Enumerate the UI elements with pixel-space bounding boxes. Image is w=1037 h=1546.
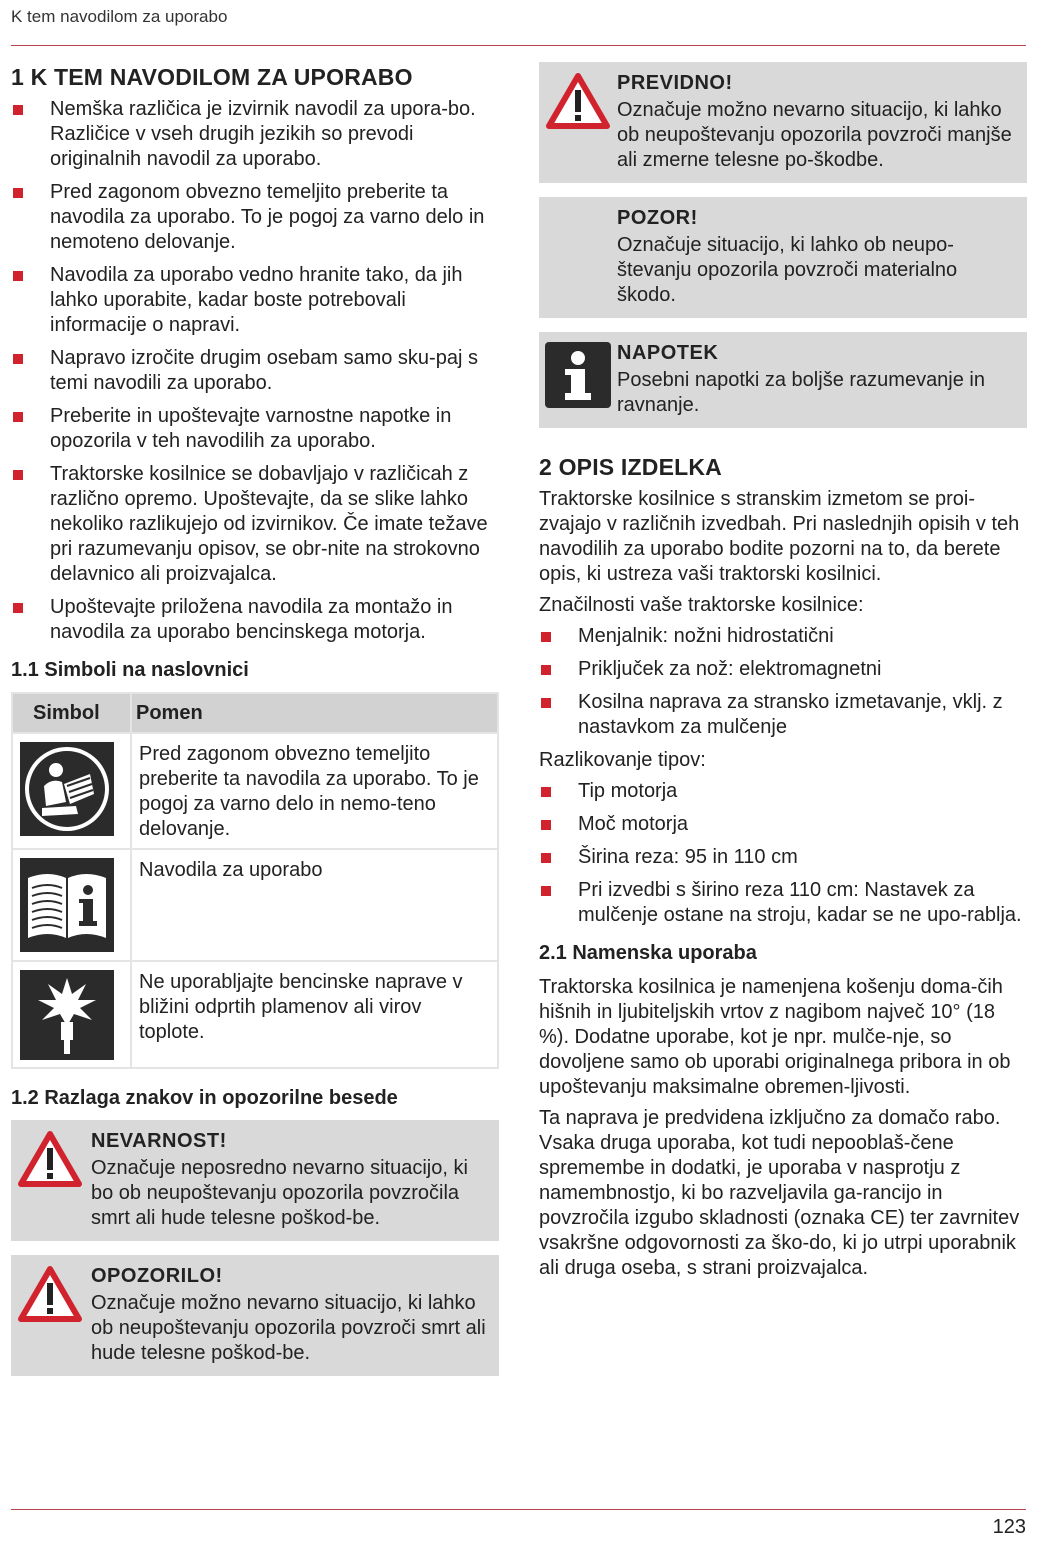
bullet-square-icon — [13, 603, 23, 613]
meaning-cell: Navodila za uporabo — [131, 849, 498, 961]
types-list — [539, 779, 1027, 928]
no-open-flame-icon — [20, 970, 114, 1060]
meaning-cell: Pred zagonom obvezno temeljito preberite ta navodila za uporabo. To je pogoj za varno delo in nemo-teno delovanje. — [131, 733, 498, 849]
box-title: PREVIDNO! — [617, 72, 733, 94]
section-1-title: 1 K TEM NAVODILOM ZA UPORABO — [11, 64, 413, 90]
paragraph: Traktorska kosilnica je namenjena košenju doma-čih hišnih in ljubiteljskih vrtov z nagibom največ 10° (18 %). Dodatne uporabe, kot je npr. mulče-nje, so dovoljene samo ob uporabi originalnega pribora in ob upoštevanju maksimalne obremen-ljivosti. — [539, 976, 1011, 1098]
box-text: Označuje možno nevarno situacijo, ki lahko ob neupoštevanju opozorila povzroči smrt ali hude telesne poškod-be. — [91, 1292, 486, 1364]
left-column — [11, 58, 499, 1390]
read-manual-icon — [20, 742, 114, 836]
right-column — [539, 62, 1027, 1287]
box-text: Posebni napotki za boljše razumevanje in ravnanje. — [617, 369, 985, 416]
box-text: Označuje situacijo, ki lahko ob neupo-števanju opozorila povzroči materialno škodo. — [617, 234, 958, 306]
caution-box — [539, 62, 1027, 183]
box-title: NAPOTEK — [617, 342, 719, 364]
list-item: Priključek za nož: elektromagnetni — [539, 657, 1027, 682]
bullet-square-icon — [13, 271, 23, 281]
list-item: Napravo izročite drugim osebam samo sku-paj s temi navodili za uporabo. — [11, 346, 499, 396]
bullet-square-icon — [13, 470, 23, 480]
box-title: NEVARNOST! — [91, 1130, 227, 1152]
bullet-square-icon — [541, 632, 551, 642]
section-2-intro: Traktorske kosilnice s stranskim izmetom se proi-zvajajo v različnih izvedbah. Pri naslednjih opisih v teh navodilih za uporabo bodite pozorni na to, da berete opis, ki ustreza vaši traktorski kosilnici. — [539, 488, 1020, 585]
warning-box — [11, 1255, 499, 1376]
meaning-cell: Ne uporabljajte bencinske naprave v bližini odprtih plamenov ali virov toplote. — [131, 961, 498, 1068]
list-item: Preberite in upoštevajte varnostne napotke in opozorila v teh navodilih za uporabo. — [11, 404, 499, 454]
bullet-square-icon — [13, 105, 23, 115]
types-label: Razlikovanje tipov: — [539, 749, 706, 771]
list-item: Širina reza: 95 in 110 cm — [539, 845, 1027, 870]
warning-triangle-icon — [17, 1265, 83, 1323]
list-item: Menjalnik: nožni hidrostatični — [539, 624, 1027, 649]
list-item: Pred zagonom obvezno temeljito preberite ta navodila za uporabo. To je pogoj za varno delo in nemoteno delovanje. — [11, 180, 499, 255]
list-item: Tip motorja — [539, 779, 1027, 804]
notice-box — [539, 197, 1027, 318]
bullet-square-icon — [541, 787, 551, 797]
bullet-square-icon — [541, 820, 551, 830]
list-item: Kosilna naprava za stransko izmetavanje, vklj. z nastavkom za mulčenje — [539, 690, 1027, 740]
list-item: Traktorske kosilnice se dobavljajo v različicah z različno opremo. Upoštevajte, da se slike lahko nekoliko razlikujejo od izvirnikov. Če imate težave pri razumevanju opisov, se obr-nite na strokovno delavnico ali proizvajalca. — [11, 462, 499, 587]
paragraph: Ta naprava je predvidena izključno za domačo rabo. Vsaka druga uporaba, kot tudi nepooblaš-čene spremembe in dodatki, je uporaba v nasprotju z namembnostjo, ki bo razveljavila ga-rancijo in povzročila izgubo skladnosti (oznaka CE) ter zavrnitev vsakršne odgovornosti za ško-do, ki jo utrpi uporabnik ali druga oseba, s strani proizvajalca. — [539, 1107, 1020, 1279]
footer-rule — [11, 1509, 1026, 1510]
features-label: Značilnosti vaše traktorske kosilnice: — [539, 594, 864, 616]
section-1-1-title: 1.1 Simboli na naslovnici — [11, 659, 249, 681]
list-item: Pri izvedbi s širino reza 110 cm: Nastavek za mulčenje ostane na stroju, kadar se ne upo-rablja. — [539, 878, 1027, 928]
header-rule — [11, 45, 1026, 46]
list-item: Nemška različica je izvirnik navodil za upora-bo. Različice v vseh drugih jezikih so prevodi originalnih navodil za uporabo. — [11, 97, 499, 172]
info-icon — [545, 342, 611, 408]
features-list — [539, 624, 1027, 740]
box-text: Označuje možno nevarno situacijo, ki lahko ob neupoštevanju opozorila povzroči manjše ali zmerne telesne po-škodbe. — [617, 99, 1012, 171]
table-row — [12, 849, 498, 961]
note-box — [539, 332, 1027, 428]
box-text: Označuje neposredno nevarno situacijo, ki bo ob neupoštevanju opozorila povzročila smrt ali hude telesne poškod-be. — [91, 1157, 468, 1229]
section-1-2-title: 1.2 Razlaga znakov in opozorilne besede — [11, 1087, 398, 1109]
box-title: OPOZORILO! — [91, 1265, 223, 1287]
danger-box — [11, 1120, 499, 1241]
table-header-row — [12, 693, 498, 733]
bullet-square-icon — [541, 853, 551, 863]
section-2-1-title: 2.1 Namenska uporaba — [539, 942, 757, 964]
list-item: Navodila za uporabo vedno hranite tako, da jih lahko uporabite, kadar boste potrebovali informacije o napravi. — [11, 263, 499, 338]
section-1-bullets — [11, 97, 499, 645]
warning-triangle-icon — [545, 72, 611, 130]
section-2-title: 2 OPIS IZDELKA — [539, 454, 722, 480]
bullet-square-icon — [541, 886, 551, 896]
manual-info-icon — [20, 858, 114, 952]
box-title: POZOR! — [617, 207, 698, 229]
warning-triangle-icon — [17, 1130, 83, 1188]
column-header-meaning: Pomen — [131, 693, 498, 733]
table-row — [12, 733, 498, 849]
list-item: Moč motorja — [539, 812, 1027, 837]
list-item: Upoštevajte priložena navodila za montažo in navodila za uporabo bencinskega motorja. — [11, 595, 499, 645]
symbols-table — [11, 692, 499, 1069]
table-row — [12, 961, 498, 1068]
page-number: 123 — [992, 1516, 1026, 1538]
bullet-square-icon — [13, 412, 23, 422]
column-header-symbol: Simbol — [12, 693, 131, 733]
running-header: K tem navodilom za uporabo — [11, 7, 228, 26]
bullet-square-icon — [13, 188, 23, 198]
bullet-square-icon — [541, 698, 551, 708]
bullet-square-icon — [541, 665, 551, 675]
bullet-square-icon — [13, 354, 23, 364]
